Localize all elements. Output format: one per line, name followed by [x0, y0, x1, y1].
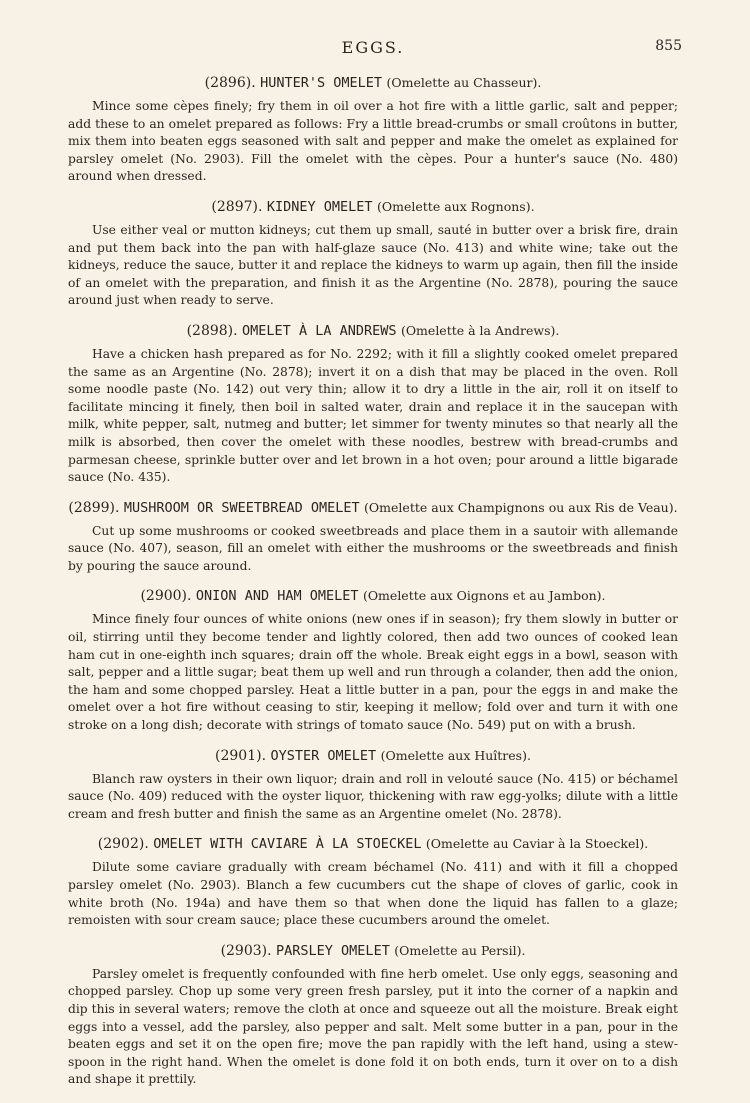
recipe-title [68, 942, 678, 960]
recipe-name: ONION AND HAM OMELET [195, 588, 359, 605]
recipe-number: (2896). [204, 75, 256, 91]
recipe-title [68, 198, 678, 216]
running-head [68, 38, 682, 62]
recipe-2901 [68, 747, 678, 824]
recipe-text: Use either veal or mutton kidneys; cut them up small, sauté in butter over a brisk fire, drain and put them back into the pan with half-glaze sauce (No. 413) and white wine; take out the kidneys, reduce the sauce, butter it and replace the kidneys to warm up again, then fill the inside of an omelet with the preparation, and finish it as the Argentine (No. 2878), pouring the sauce around just when ready to serve. [68, 222, 678, 308]
recipe-2902 [68, 835, 678, 929]
recipe-name: HUNTER'S OMELET [260, 75, 383, 91]
recipe-title [68, 747, 678, 765]
page-number: 855 [655, 38, 682, 54]
recipe-name: OMELET WITH CAVIARE À LA STOECKEL [153, 836, 422, 853]
recipe-text: Blanch raw oysters in their own liquor; drain and roll in velouté sauce (No. 415) or béchamel sauce (No. 409) reduced with the oyster liquor, thickening with raw egg-yolks; dilute with a little cream and fresh butter and finish the same as an Argentine omelet (No. 2878). [68, 771, 678, 821]
recipe-french-name: (Omelette aux Champignons ou aux Ris de Veau). [364, 499, 678, 515]
recipe-french-name: (Omelette à la Andrews). [400, 322, 560, 338]
recipe-title [68, 322, 678, 340]
recipe-name: KIDNEY OMELET [266, 198, 373, 215]
recipe-number: (2902). [97, 836, 149, 853]
recipe-2899 [68, 499, 678, 576]
recipe-name: OMELET À LA ANDREWS [242, 322, 397, 339]
recipe-number: (2898). [186, 322, 238, 339]
recipe-title [68, 74, 678, 92]
recipe-2897 [68, 198, 678, 310]
recipe-text: Dilute some caviare gradually with cream béchamel (No. 411) and with it fill a chopped parsley omelet (No. 2903). Blanch a few cucumbers cut the shape of cloves of garlic, cook in white broth (No. 194a) and have them so that when done the liquid has fallen to a glaze; remoisten with sour cream sauce; place these cucumbers around the omelet. [68, 860, 678, 928]
recipe-french-name: (Omelette au Caviar à la Stoeckel). [425, 836, 649, 852]
recipe-2896 [68, 74, 678, 186]
recipe-list [68, 74, 678, 1089]
recipe-number: (2900). [140, 588, 192, 605]
recipe-french-name: (Omelette au Chasseur). [386, 75, 542, 90]
chapter-title: EGGS. [341, 38, 405, 57]
recipe-number: (2901). [215, 747, 267, 764]
recipe-number: (2903). [220, 942, 272, 959]
recipe-name: MUSHROOM OR SWEETBREAD OMELET [123, 499, 360, 516]
recipe-title [68, 499, 678, 517]
recipe-title [68, 835, 678, 853]
recipe-french-name: (Omelette aux Huîtres). [380, 747, 531, 763]
recipe-2900 [68, 587, 678, 734]
recipe-number: (2899). [68, 499, 120, 516]
recipe-french-name: (Omelette aux Oignons et au Jambon). [362, 588, 606, 604]
recipe-2903 [68, 942, 678, 1089]
recipe-2898 [68, 322, 678, 487]
recipe-french-name: (Omelette aux Rognons). [377, 198, 535, 214]
recipe-name: PARSLEY OMELET [276, 942, 390, 959]
recipe-french-name: (Omelette au Persil). [394, 942, 526, 958]
recipe-text: Have a chicken hash prepared as for No. 2292; with it fill a slightly cooked omelet prepared the same as an Argentine (No. 2878); invert it on a dish that may be placed in the oven. Roll some noodle paste (No. 142) out very thin; allow it to dry a little in the air, roll it on itself to facilitate mincing it finely, then boil in salted water, drain and replace it in the saucepan with milk, white pepper, salt, nutmeg and butter; let simmer for twenty minutes so that nearly all the milk is absorbed, then cover the omelet with these noodles, bestrew with bread-crumbs and parmesan cheese, sprinkle butter over and let brown in a hot oven; pour around a little bigarade sauce (No. 435). [68, 346, 678, 485]
recipe-name: OYSTER OMELET [270, 747, 377, 764]
recipe-title [68, 587, 678, 605]
recipe-number: (2897). [211, 198, 263, 215]
recipe-text: Parsley omelet is frequently confounded with fine herb omelet. Use only eggs, seasoning and chopped parsley. Chop up some very green fresh parsley, put it into the corner of a napkin and dip this in several waters; remove the cloth at once and squeeze out all the moisture. Break eight eggs into a vessel, add the parsley, also pepper and salt. Melt some butter in a pan, pour in the beaten eggs and set it on the open fire; move the pan rapidly with the left hand, using a stew-spoon in the right hand. When the omelet is done fold it on both ends, turn it over on to a dish and shape it prettily. [68, 966, 678, 1087]
recipe-text: Mince finely four ounces of white onions (new ones if in season); fry them slowly in butter or oil, stirring until they become tender and lightly colored, then add two ounces of cooked lean ham cut in one-eighth inch squares; drain off the whole. Break eight eggs in a bowl, season with salt, pepper and a little sugar; beat them up well and run through a colander, then add the onion, the ham and some chopped parsley. Heat a little butter in a pan, pour the eggs in and make the omelet over a hot fire without ceasing to stir, keeping it mellow; fold over and turn it with one stroke on a long dish; decorate with strings of tomato sauce (No. 549) put on with a brush. [68, 612, 678, 733]
recipe-text: Cut up some mushrooms or cooked sweetbreads and place them in a sautoir with allemande sauce (No. 407), season, fill an omelet with either the mushrooms or the sweetbreads and finish by pouring the sauce around. [68, 523, 678, 573]
recipe-text: Mince some cèpes finely; fry them in oil over a hot fire with a little garlic, salt and pepper; add these to an omelet prepared as follows: Fry a little bread-crumbs or small croûtons in butter, mix them into beaten eggs seasoned with salt and pepper and make the omelet as explained for parsley omelet (No. 2903). Fill the omelet with the cèpes. Pour a hunter's sauce (No. 480) around when dressed. [68, 99, 678, 184]
